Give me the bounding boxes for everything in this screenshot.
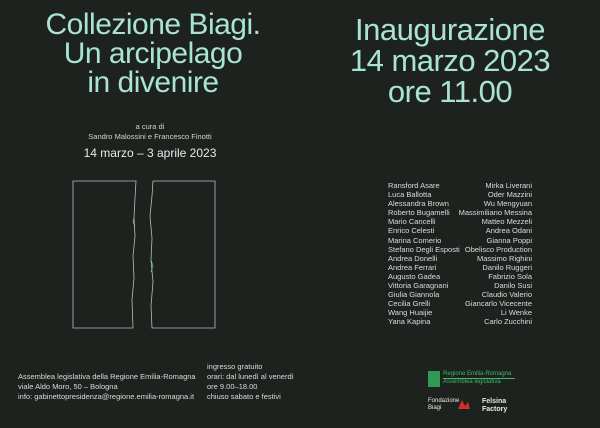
inauguration-info	[305, 14, 595, 107]
artist-name: Danilo Ruggeri	[482, 262, 532, 272]
artist-name: Cecilia Grelli	[388, 299, 431, 309]
artist-name: Giulia Giannola	[388, 290, 440, 300]
admission-note: ingresso gratuito	[207, 362, 263, 371]
artist-name: Claudio Valerio	[481, 290, 532, 300]
curators-prefix: a cura di	[135, 122, 165, 131]
artists-list-right	[452, 181, 532, 327]
artist-name: Massimiliano Messina	[458, 208, 532, 218]
artist-name: Mirka Liverani	[485, 181, 532, 190]
inauguration-label: Inaugurazione	[355, 12, 545, 47]
artist-name: Wang Huaijie	[388, 308, 433, 318]
artist-name: Obelisco Production	[464, 244, 532, 254]
red-mark-icon	[456, 397, 472, 411]
artist-name: Wu Mengyuan	[483, 199, 532, 209]
artist-name: Massimo Righini	[476, 253, 532, 263]
regione-logo-line2: Assemblea legislativa	[443, 379, 501, 385]
hours-time: ore 9.00–18.00	[207, 382, 258, 391]
regione-emilia-romagna-logo	[428, 371, 520, 387]
artwork-image	[72, 178, 218, 330]
fondazione-logo-line1: Fondazione	[428, 398, 460, 404]
regione-logo-icon	[428, 371, 440, 387]
artist-name: Mario Cancelli	[388, 217, 436, 227]
artist-name: Augusto Gadea	[388, 271, 441, 281]
felsina-factory-logo	[482, 398, 507, 414]
artist-name: Danilo Susi	[494, 281, 532, 291]
curators-names: Sandro Malossini e Francesco Finotti	[88, 132, 212, 141]
artist-name: Oder Mazzini	[487, 190, 532, 200]
exhibition-title	[8, 10, 298, 97]
artist-name: Li Wenke	[500, 308, 532, 318]
artist-name: Carlo Zucchini	[484, 317, 532, 327]
artist-name: Stefano Degli Esposti	[388, 244, 460, 254]
artist-name: Yana Kapina	[388, 317, 431, 327]
title-line-1: Collezione Biagi.	[45, 8, 261, 41]
inauguration-date: 14 marzo 2023	[349, 43, 551, 78]
curators	[60, 122, 240, 142]
venue-name: Assemblea legislativa della Regione Emilia-Romagna	[18, 372, 196, 381]
felsina-logo-line2: Factory	[482, 406, 508, 413]
artist-name: Fabrizio Sola	[488, 271, 532, 281]
title-line-2: Un arcipelago	[63, 37, 243, 70]
fondazione-logo-line2: Biagi	[428, 405, 442, 411]
artist-name: Ransford Asare	[388, 181, 440, 190]
artist-name: Andrea Odani	[485, 226, 532, 236]
artist-name: Matteo Mezzeli	[481, 217, 532, 227]
artist-name: Gianna Poppi	[486, 235, 532, 245]
artist-name: Roberto Bugamelli	[388, 208, 450, 218]
title-line-3: in divenire	[87, 66, 219, 99]
artist-name: Andrea Donelli	[388, 253, 438, 263]
artist-name: Enrico Celesti	[388, 226, 435, 236]
artist-name: Andrea Ferrari	[388, 262, 437, 272]
artists-list-left	[388, 181, 460, 327]
artist-name: Alessandra Brown	[388, 199, 449, 209]
artist-name: Giancarlo Vicecente	[465, 299, 532, 309]
felsina-logo-line1: Felsina	[482, 398, 507, 405]
hours-days: orari: dal lunedì al venerdì	[207, 372, 294, 381]
closed-days: chiuso sabato e festivi	[207, 392, 281, 401]
venue-email[interactable]: info: gabinettopresidenza@regione.emilia-romagna.it	[18, 392, 195, 401]
regione-logo-line1: Regione Emilia-Romagna	[443, 371, 512, 377]
venue-address: viale Aldo Moro, 50 – Bologna	[18, 382, 118, 391]
exhibition-dates: 14 marzo – 3 aprile 2023	[83, 146, 217, 160]
venue-info	[18, 372, 196, 402]
opening-hours	[207, 362, 294, 402]
artist-name: Luca Ballotta	[388, 190, 432, 200]
artist-name: Vittoria Garagnani	[388, 281, 449, 291]
fondazione-biagi-logo	[428, 398, 459, 412]
inauguration-time: ore 11.00	[387, 74, 513, 109]
artist-name: Marina Comerio	[388, 235, 442, 245]
